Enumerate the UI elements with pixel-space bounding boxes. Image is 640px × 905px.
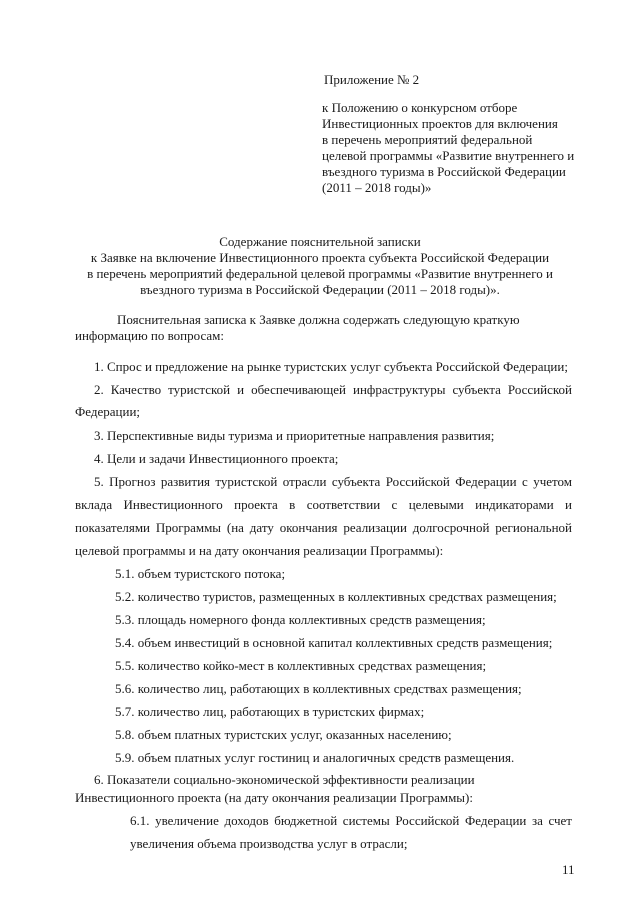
annex-reference-line: в перечень мероприятий федеральной (322, 132, 533, 147)
intro-line: Пояснительная записка к Заявке должна содержать следующую краткую (117, 312, 520, 327)
list-item-4: 4. Цели и задачи Инвестиционного проекта; (94, 451, 339, 466)
sub-item-5-4: 5.4. объем инвестиций в основной капитал коллективных средств размещения; (115, 635, 553, 650)
list-item-6: 6. Показатели социально-экономической эффективности реализации (94, 772, 475, 787)
list-item-6-continued: Инвестиционного проекта (на дату окончания реализации Программы): (75, 790, 473, 805)
list-item-1: 1. Спрос и предложение на рынке туристских услуг субъекта Российской Федерации; (94, 359, 568, 374)
sub-item-5-7: 5.7. количество лиц, работающих в туристских фирмах; (115, 704, 425, 719)
list-item-5-continued: целевой программы и на дату окончания реализации Программы): (75, 543, 444, 558)
sub-item-6-1-continued: увеличения объема производства услуг в отрасли; (130, 836, 408, 851)
sub-item-5-9: 5.9. объем платных услуг гостиниц и аналогичных средств размещения. (115, 750, 515, 765)
list-item-5-continued: показателями Программы (на дату окончания реализации долгосрочной региональной (75, 520, 572, 535)
annex-reference-line: к Положению о конкурсном отборе (322, 100, 518, 115)
annex-reference-line: (2011 – 2018 годы)» (322, 180, 432, 195)
list-item-3: 3. Перспективные виды туризма и приоритетные направления развития; (94, 428, 495, 443)
annex-reference-line: въездного туризма в Российской Федерации (322, 164, 566, 179)
heading-line: Содержание пояснительной записки (219, 234, 421, 249)
annex-reference-line: Инвестиционных проектов для включения (322, 116, 558, 131)
sub-item-5-5: 5.5. количество койко-мест в коллективных средствах размещения; (115, 658, 487, 673)
annex-reference-line: целевой программы «Развитие внутреннего и (322, 148, 575, 163)
heading-line: в перечень мероприятий федеральной целевой программы «Развитие внутреннего и (87, 266, 553, 281)
list-item-2: 2. Качество туристской и обеспечивающей инфраструктуры субъекта Российской (94, 382, 572, 397)
list-item-5-continued: вклада Инвестиционного проекта в соответствии с целевыми индикаторами и (75, 497, 572, 512)
heading-line: к Заявке на включение Инвестиционного проекта субъекта Российской Федерации (90, 250, 550, 265)
heading-line: въездного туризма в Российской Федерации (2011 – 2018 годы)». (140, 282, 500, 297)
sub-item-5-2: 5.2. количество туристов, размещенных в коллективных средствах размещения; (115, 589, 557, 604)
sub-item-5-8: 5.8. объем платных туристских услуг, оказанных населению; (115, 727, 452, 742)
sub-item-6-1: 6.1. увеличение доходов бюджетной системы Российской Федерации за счет (130, 813, 572, 828)
page-number: 11 (562, 862, 575, 877)
intro-line: информацию по вопросам: (75, 328, 224, 343)
list-item-5: 5. Прогноз развития туристской отрасли субъекта Российской Федерации с учетом (94, 474, 572, 489)
sub-item-5-6: 5.6. количество лиц, работающих в коллективных средствах размещения; (115, 681, 522, 696)
annex-title: Приложение № 2 (324, 72, 420, 87)
sub-item-5-3: 5.3. площадь номерного фонда коллективных средств размещения; (115, 612, 486, 627)
sub-item-5-1: 5.1. объем туристского потока; (115, 566, 286, 581)
list-item-2-continued: Федерации; (75, 404, 141, 419)
